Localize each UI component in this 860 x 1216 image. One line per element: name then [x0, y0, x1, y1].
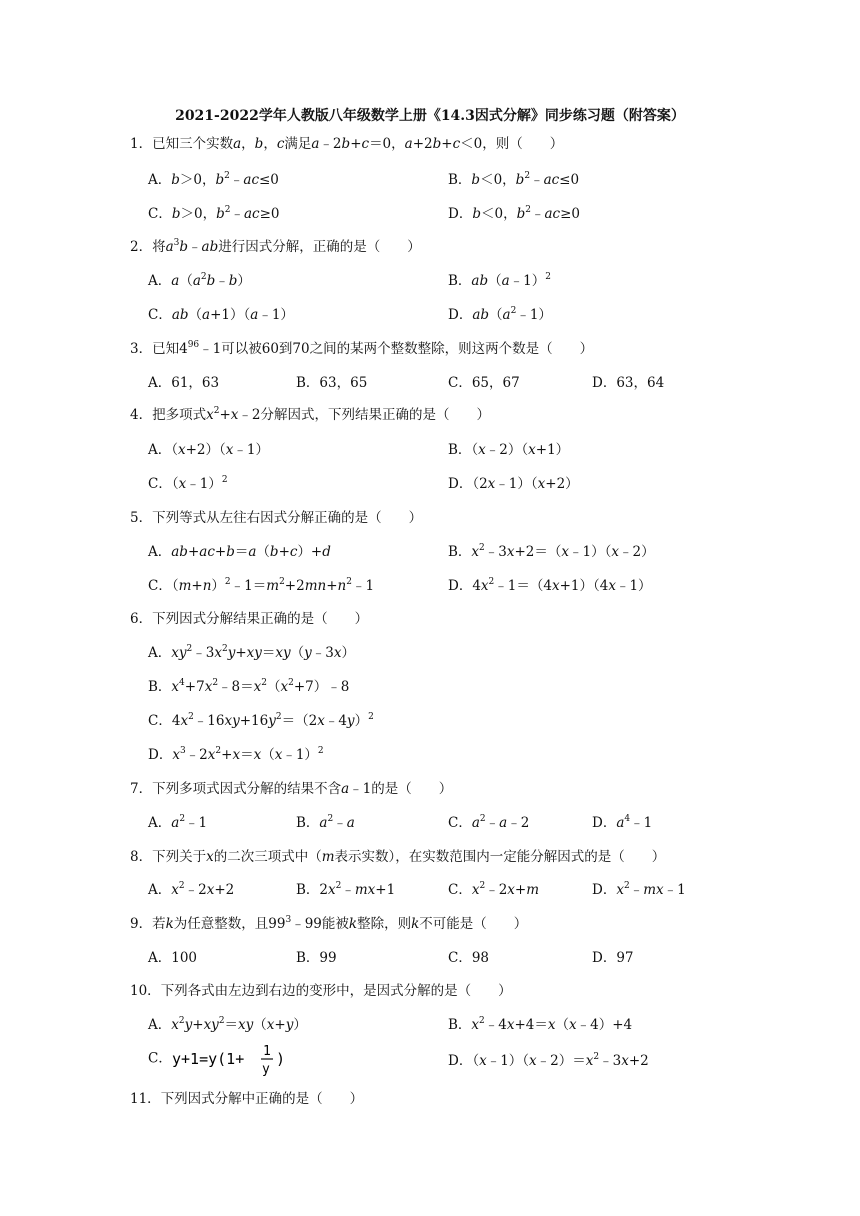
option-text: 99	[319, 950, 337, 966]
option-text: 61，63	[171, 375, 220, 391]
option-7-c	[448, 811, 529, 831]
option-text: 63，65	[319, 375, 368, 391]
question-stem: 下列因式分解结果正确的是（ ）	[152, 611, 369, 627]
option-text: $x^2﹣2x+2$	[171, 881, 235, 898]
question-number: 8．	[130, 849, 153, 865]
question-stem: 若k为任意整数，且$99^3﹣99$能被k整除，则k不可能是（ ）	[152, 915, 528, 932]
option-label: D．	[448, 1053, 473, 1069]
option-label: C．	[148, 307, 172, 323]
question-number: 3．	[130, 341, 153, 357]
option-8-d	[592, 878, 686, 898]
question-number: 1．	[130, 136, 153, 152]
option-text: 63，64	[616, 375, 665, 391]
option-2-c	[148, 303, 294, 323]
option-text: $xy^2﹣3x^2y+xy=xy(y﹣3x)$	[171, 644, 355, 661]
option-10-a	[148, 1013, 307, 1033]
option-text: $x^2﹣mx﹣1$	[616, 881, 686, 898]
page-title: 2021-2022学年人教版八年级数学上册《14.3因式分解》同步练习题（附答案）	[175, 108, 685, 124]
option-label: C．	[148, 1050, 172, 1067]
question-number: 10．	[130, 983, 161, 999]
equation-text-right: )	[275, 1050, 285, 1068]
option-label: C．	[448, 815, 472, 831]
question-stem: 下列多项式因式分解的结果不含a﹣1的是（ ）	[152, 781, 453, 797]
option-label: B．	[148, 679, 172, 695]
question-5	[130, 506, 422, 526]
question-8	[130, 845, 665, 865]
option-7-a	[148, 811, 207, 831]
option-text: （x+2）（x﹣1）	[171, 442, 269, 458]
option-2-b	[448, 269, 551, 289]
option-1-c	[148, 202, 280, 222]
option-5-b	[448, 540, 655, 560]
option-6-c	[148, 709, 374, 729]
question-2	[130, 235, 421, 255]
option-label: B．	[296, 375, 320, 391]
question-6	[130, 607, 368, 627]
option-6-a	[148, 641, 355, 661]
question-stem: 已知三个实数a，b，c满足a﹣2b+c＝0，a+2b+c＜0，则（ ）	[152, 136, 564, 152]
option-2-d	[448, 303, 552, 323]
fraction-denominator: y	[261, 1062, 270, 1077]
question-stem: 把多项式$x^2+x﹣2$分解因式，下列结果正确的是（ ）	[152, 406, 490, 423]
option-label: A．	[148, 882, 172, 898]
option-label: D．	[592, 950, 617, 966]
option-text: $x^4+7x^2﹣8=x^2(x^2+7)﹣8$	[171, 678, 350, 695]
question-stem: 将$a^3b﹣ab$进行因式分解，正确的是（ ）	[152, 238, 421, 255]
option-3-d	[592, 371, 664, 391]
option-label: B．	[448, 1017, 472, 1033]
option-2-a	[148, 269, 251, 289]
question-3	[130, 337, 593, 357]
option-label: B．	[448, 273, 472, 289]
option-text: $a^4﹣1$	[616, 814, 653, 831]
question-stem: 下列等式从左往右因式分解正确的是（ ）	[152, 510, 423, 526]
option-3-c	[448, 371, 520, 391]
option-text: $a^2﹣a$	[319, 814, 355, 831]
option-1-b	[448, 168, 579, 188]
question-number: 7．	[130, 781, 153, 797]
option-9-c	[448, 946, 489, 966]
option-8-b	[296, 878, 395, 898]
option-7-d	[592, 811, 652, 831]
option-label: B．	[448, 172, 472, 188]
option-text: $4x^2﹣16xy+16y^2=(2x﹣4y)^2$	[171, 712, 374, 729]
option-label: C．	[448, 882, 472, 898]
option-text: $x^3﹣2x^2+x=x(x﹣1)^2$	[172, 746, 324, 763]
option-5-c	[148, 574, 374, 594]
option-4-d	[448, 472, 579, 492]
option-label: D．	[448, 206, 473, 222]
option-text: $a^2﹣a﹣2$	[471, 814, 530, 831]
option-text: ab（a+1）（a﹣1）	[171, 307, 294, 323]
option-label: C．	[448, 950, 472, 966]
question-10	[130, 979, 512, 999]
option-5-a	[148, 540, 331, 560]
option-text: $x^2y+xy^2=xy(x+y)$	[171, 1016, 307, 1033]
option-10-c	[148, 1039, 300, 1079]
option-label: B．	[448, 442, 472, 458]
question-1	[130, 132, 563, 152]
question-number: 6．	[130, 611, 153, 627]
option-1-a	[148, 168, 279, 188]
option-label: D．	[448, 476, 473, 492]
option-text: 98	[471, 950, 490, 966]
option-text: $ab(a^2﹣1)$	[472, 306, 552, 323]
option-label: A．	[148, 950, 172, 966]
option-text: b＞0，$b^2﹣ac\le 0$	[171, 171, 279, 188]
option-label: C．	[148, 713, 172, 729]
option-9-a	[148, 946, 197, 966]
question-number: 11．	[130, 1091, 161, 1107]
option-label: A．	[148, 815, 172, 831]
option-text: $x^2﹣3x+2=(x﹣1)(x﹣2)$	[471, 543, 655, 560]
option-text: 97	[616, 950, 634, 966]
option-label: A．	[148, 375, 172, 391]
option-text: $(m+n)^2﹣1=m^2+2mn+n^2﹣1$	[171, 577, 375, 594]
option-8-c	[448, 878, 539, 898]
option-10-d	[448, 1049, 649, 1069]
option-label: B．	[296, 815, 320, 831]
option-6-b	[148, 675, 349, 695]
option-text: $a(a^2b﹣b)$	[171, 272, 251, 289]
option-text: （x﹣1）$^2$	[171, 475, 228, 492]
question-7	[130, 777, 452, 797]
question-stem: 已知$4^{96}﹣1$可以被60到70之间的某两个整数整除，则这两个数是（ ）	[152, 340, 594, 357]
option-text: b＜0，$b^2﹣ac\ge 0$	[472, 205, 580, 222]
option-text: $2x^2﹣mx+1$	[319, 881, 396, 898]
option-text: $x^2﹣2x+m$	[471, 881, 540, 898]
option-4-b	[448, 438, 569, 458]
option-text: （x﹣2）（x+1）	[471, 442, 570, 458]
option-label: C．	[448, 375, 472, 391]
option-text: $4x^2﹣1=(4x+1)(4x﹣1)$	[472, 577, 652, 594]
option-label: A．	[148, 172, 172, 188]
option-label: D．	[448, 307, 473, 323]
option-4-c	[148, 472, 228, 492]
question-stem: 下列因式分解中正确的是（ ）	[160, 1091, 364, 1107]
option-3-a	[148, 371, 219, 391]
option-label: A．	[148, 442, 172, 458]
option-9-d	[592, 946, 634, 966]
option-label: B．	[448, 544, 472, 560]
option-label: D．	[592, 815, 617, 831]
question-11	[130, 1087, 363, 1107]
question-number: 9．	[130, 916, 153, 932]
option-4-a	[148, 438, 269, 458]
option-label: A．	[148, 1017, 172, 1033]
option-label: B．	[296, 950, 320, 966]
option-7-b	[296, 811, 355, 831]
option-text: b＜0，$b^2﹣ac\le 0$	[471, 171, 580, 188]
option-1-d	[448, 202, 580, 222]
option-text: ab+ac+b＝a（b+c）+d	[171, 544, 331, 560]
option-label: A．	[148, 645, 172, 661]
option-label: A．	[148, 273, 172, 289]
option-9-b	[296, 946, 337, 966]
option-label: D．	[592, 882, 617, 898]
option-text: $x^2﹣4x+4=x(x﹣4)+4$	[471, 1016, 633, 1033]
question-stem: 下列各式由左边到右边的变形中，是因式分解的是（ ）	[160, 983, 512, 999]
option-8-a	[148, 878, 234, 898]
question-9	[130, 912, 527, 932]
option-label: C．	[148, 206, 172, 222]
option-3-b	[296, 371, 367, 391]
option-text: ab（a﹣1）$^2$	[471, 272, 552, 289]
option-label: B．	[296, 882, 320, 898]
option-text: （2x﹣1）（x+2）	[472, 476, 579, 492]
option-label: D．	[592, 375, 617, 391]
option-label: D．	[448, 578, 473, 594]
option-text: 100	[171, 950, 198, 966]
option-text: 65，67	[471, 375, 520, 391]
option-label: C．	[148, 578, 172, 594]
fraction-equation-image	[172, 1039, 300, 1079]
option-label: A．	[148, 544, 172, 560]
option-5-d	[448, 574, 652, 594]
option-text: $(x﹣1)(x﹣2)=x^2﹣3x+2$	[472, 1052, 649, 1069]
option-text: b＞0，$b^2﹣ac\ge 0$	[171, 205, 280, 222]
option-label: D．	[148, 747, 173, 763]
fraction-numerator: 1	[262, 1044, 271, 1059]
question-number: 5．	[130, 510, 153, 526]
option-label: C．	[148, 476, 172, 492]
question-number: 2．	[130, 239, 153, 255]
option-6-d	[148, 743, 324, 763]
question-stem: 下列关于x的二次三项式中（m表示实数），在实数范围内一定能分解因式的是（ ）	[152, 849, 666, 865]
option-text: $a^2﹣1$	[171, 814, 208, 831]
equation-text-left: y+1=y(1+	[171, 1050, 245, 1068]
option-10-b	[448, 1013, 632, 1033]
question-4	[130, 403, 490, 423]
question-number: 4．	[130, 407, 153, 423]
